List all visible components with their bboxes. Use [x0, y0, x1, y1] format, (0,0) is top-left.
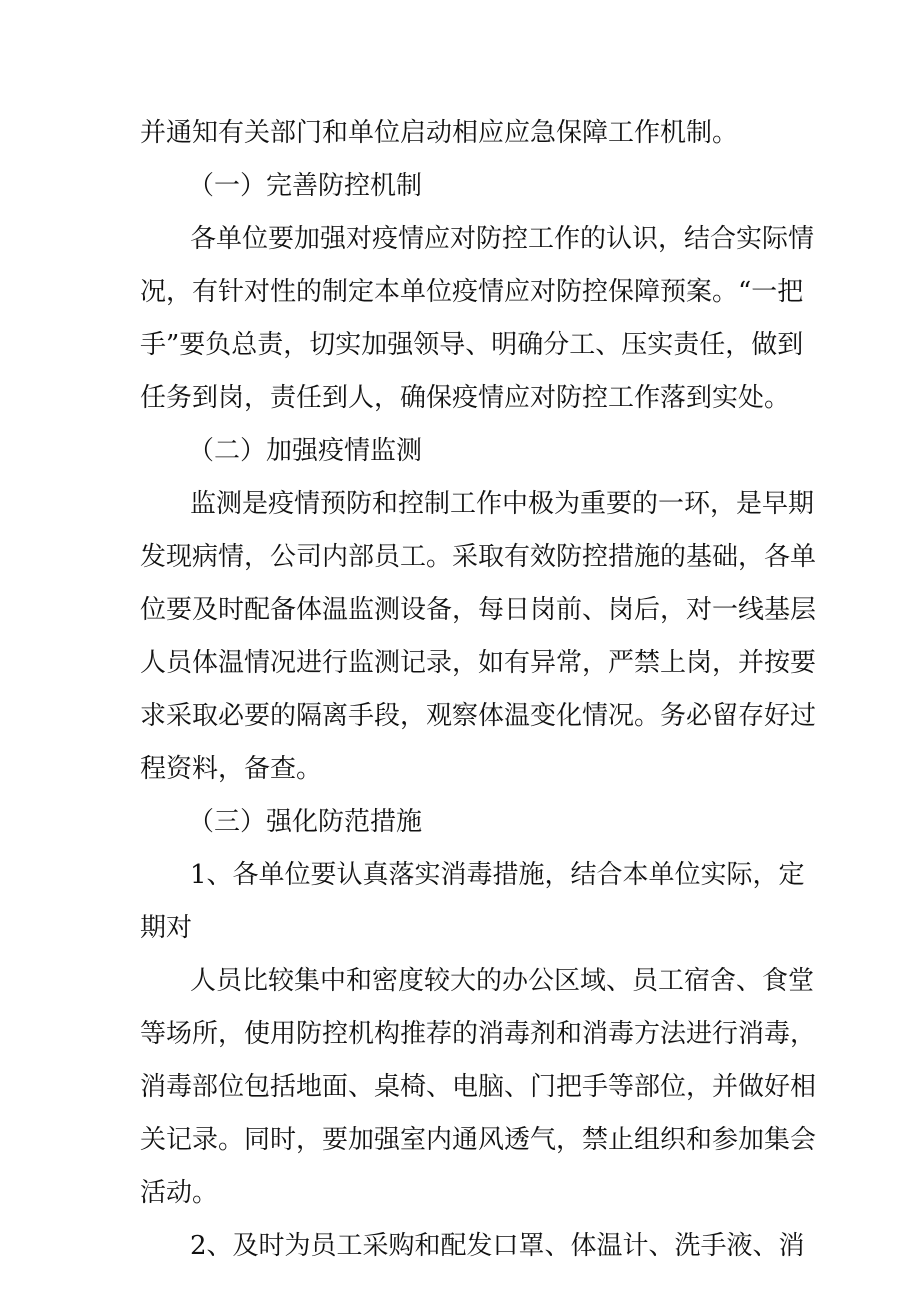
section-heading: （三）强化防范措施: [188, 807, 423, 837]
paragraph-line: 期对: [140, 913, 193, 943]
paragraph-line: 监测是疫情预防和控制工作中极为重要的一环，是早期: [190, 489, 815, 519]
paragraph-line: 求采取必要的隔离手段，观察体温变化情况。务必留存好过: [140, 701, 817, 731]
paragraph-line: 并通知有关部门和单位启动相应应急保障工作机制。: [140, 118, 739, 148]
paragraph-line: 关记录。同时，要加强室内通风透气，禁止组织和参加集会: [140, 1125, 817, 1155]
paragraph-line: 1、各单位要认真落实消毒措施，结合本单位实际，定: [190, 860, 805, 890]
paragraph-line: 2、及时为员工采购和配发口罩、体温计、洗手液、消: [190, 1231, 805, 1261]
paragraph-line: 任务到岗，责任到人，确保疫情应对防控工作落到实处。: [140, 383, 791, 413]
paragraph-line: 位要及时配备体温监测设备，每日岗前、岗后，对一线基层: [140, 595, 817, 625]
paragraph-line: 各单位要加强对疫情应对防控工作的认识，结合实际情: [190, 224, 815, 254]
paragraph-line: 程资料，备查。: [140, 754, 323, 784]
paragraph-line: 人员比较集中和密度较大的办公区域、员工宿舍、食堂: [190, 966, 815, 996]
paragraph-line: 况，有针对性的制定本单位疫情应对防控保障预案。“一把: [140, 277, 804, 307]
paragraph-line: 活动。: [140, 1178, 219, 1208]
paragraph-line: 等场所，使用防控机构推荐的消毒剂和消毒方法进行消毒，: [140, 1019, 817, 1049]
section-heading: （一）完善防控机制: [188, 171, 423, 201]
paragraph-line: 消毒部位包括地面、桌椅、电脑、门把手等部位，并做好相: [140, 1072, 817, 1102]
paragraph-line: 发现病情，公司内部员工。采取有效防控措施的基础，各单: [140, 542, 817, 572]
section-heading: （二）加强疫情监测: [188, 436, 423, 466]
paragraph-line: 人员体温情况进行监测记录，如有异常，严禁上岗，并按要: [140, 648, 817, 678]
paragraph-line: 手”要负总责，切实加强领导、明确分工、压实责任，做到: [140, 330, 804, 360]
